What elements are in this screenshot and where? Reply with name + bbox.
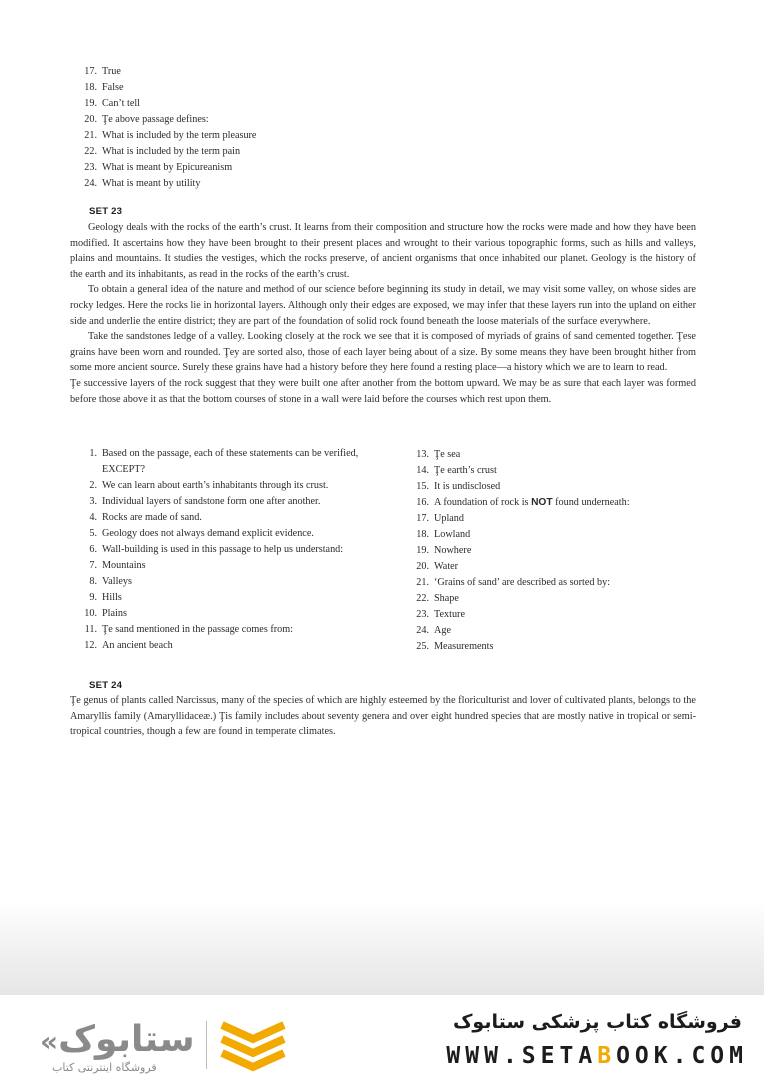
list-item: 23. Texture [416,609,465,620]
answer-options-previous-set [80,64,480,192]
list-item: 21. ‘Grains of sand’ are described as sorted by: [416,577,611,588]
store-name: فروشگاه کتاب پزشکی ستابوک [452,1011,742,1033]
logo-arrows-icon: « [40,1025,59,1058]
set-23-passage [70,220,696,407]
list-item: 6. Wall-building is used in this passage to help us understand: [89,544,344,555]
logo-wordmark: «ستابوک [40,1019,195,1060]
list-item: 19. Can’t tell [84,98,141,109]
list-item: 24. What is meant by utility [84,178,201,189]
store-url-link[interactable]: WWW.SETABOOK.COM [446,1043,748,1069]
set-24-passage [70,693,696,740]
list-item: 17. True [84,66,121,77]
set-24-heading: SET 24 [89,680,123,691]
list-item: 24. Age [416,625,451,636]
passage-paragraph: Geology deals with the rocks of the earth’s crust. It learns from their composition and structure how the rocks were made and how they have been modified. It ascertains how they have been brought to their present places and wrought to their various topographic forms, such as hills and valleys, plains and mountains. It studies the vestiges, which the rocks preserve, of ancient organisms that once inhabited our planet. Geology is the history of the earth and its inhabitants, as read in the rocks of the earth’s crust. [70,222,696,280]
set-23-questions-left [80,446,365,654]
list-item: 10. Plains [84,608,127,619]
publisher-footer [0,995,764,1080]
list-item: 1. Based on the passage, each of these statements can be verified, EXCEPT? [89,448,359,475]
passage-paragraph: Take the sandstones ledge of a valley. Looking closely at the rock we see that it is composed of myriads of grains of sand cemented together. Ţese grains have been worn and rounded. Ţey are sorted also, those of each layer being about of a size. By some means they have been brought hither from some more ancient source. Surely these grains have had a history before they here found a resting place—a history which we are to learn to read. [70,331,696,374]
page-bottom-shadow [0,900,764,1000]
logo-divider [206,1021,207,1069]
list-item: 21. What is included by the term pleasure [84,130,257,141]
list-item: 12. An ancient beach [84,640,173,651]
setabook-logo[interactable] [30,1013,300,1073]
chevron-stack-icon [218,1019,288,1073]
list-item: 20. Water [416,561,459,572]
list-item: 8. Valleys [89,576,132,587]
passage-paragraph: Ţe successive layers of the rock suggest that they were built one after another from the bottom upward. We may be as sure that each layer was formed before those above it as that the bottom courses of stone in a wall were laid before the courses which rest upon them. [70,377,696,405]
logo-tagline: فروشگاه اینترنتی کتاب [52,1061,157,1074]
list-item: 23. What is meant by Epicureanism [84,162,233,173]
list-item: 13. Ţe sea [416,449,461,460]
list-item: 15. It is undisclosed [416,481,501,492]
list-item: 11. Ţe sand mentioned in the passage comes from: [84,624,293,635]
list-item: 20. Ţe above passage defines: [84,114,209,125]
set-23-heading: SET 23 [89,206,123,217]
set-23-questions-right [412,447,702,655]
list-item: 7. Mountains [89,560,146,571]
emphasis: NOT [531,497,553,508]
list-item: 18. False [84,82,124,93]
list-item: 4. Rocks are made of sand. [89,512,202,523]
list-item: 19. Nowhere [416,545,472,556]
list-item: 25. Measurements [416,641,494,652]
passage-paragraph: To obtain a general idea of the nature and method of our science before beginning its study in detail, we may visit some valley, on whose sides are rocky ledges. Here the rocks lie in horizontal layers. Although only their edges are exposed, we may infer that these layers run into the upland on either side and underlie the entire district; they are part of the foundation of solid rock found beneath the loose materials of the surface everywhere. [70,284,696,327]
list-item: 5. Geology does not always demand explicit evidence. [89,528,314,539]
list-item: 22. What is included by the term pain [84,146,241,157]
list-item: 18. Lowland [416,529,471,540]
list-item: 14. Ţe earth’s crust [416,465,497,476]
list-item: 22. Shape [416,593,459,604]
passage-paragraph: Ţe genus of plants called Narcissus, many of the species of which are highly esteemed by the floriculturist and lover of cultivated plants, belongs to the Amaryllis family (Amaryllidaceæ.) Ţis family includes about seventy genera and over eight hundred species that are mostly native in tropical or semi-tropical countries, though a few are found in temperate climates. [70,695,696,738]
list-item: 9. Hills [89,592,122,603]
list-item: 16. A foundation of rock is NOT found underneath: [416,497,630,508]
list-item: 2. We can learn about earth’s inhabitants through its crust. [89,480,329,491]
list-item: 3. Individual layers of sandstone form one after another. [89,496,321,507]
list-item: 17. Upland [416,513,464,524]
